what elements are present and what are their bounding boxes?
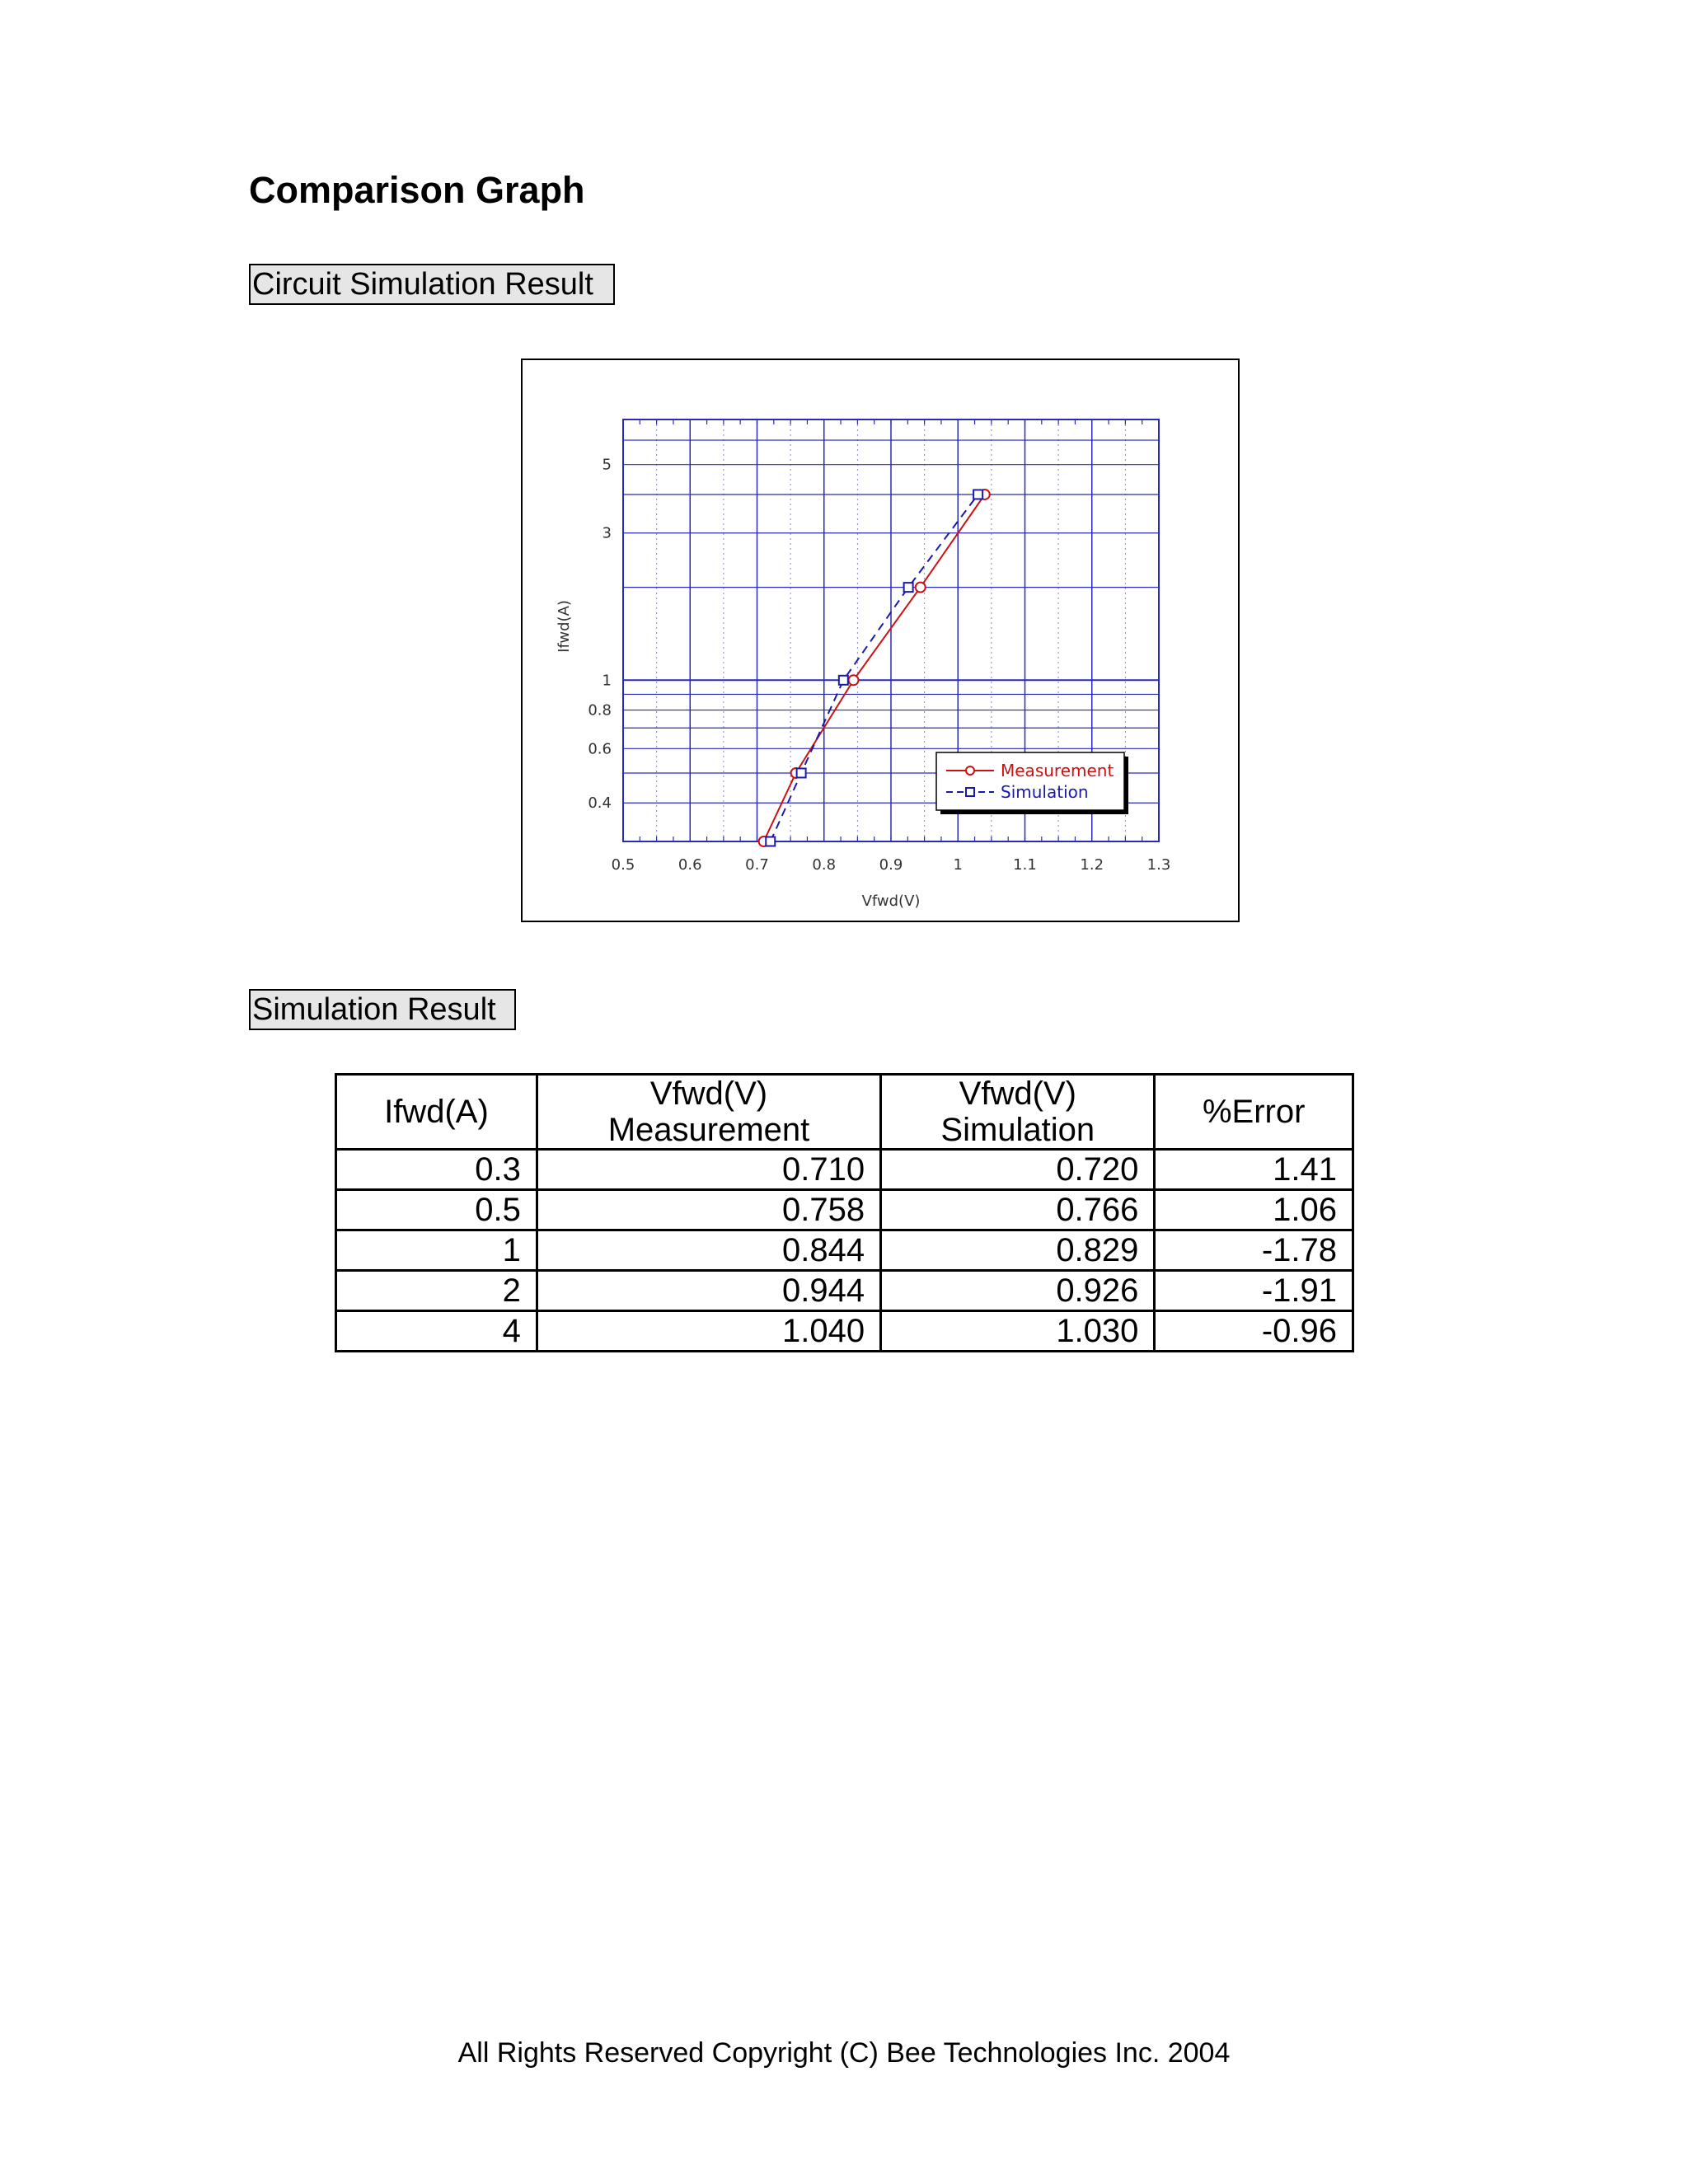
y-tick-label: 3 [602, 524, 612, 542]
simulation-result-table [335, 1073, 1354, 1352]
data-point-simulation [766, 837, 775, 846]
copyright-footer: All Rights Reserved Copyright (C) Bee Technologies Inc. 2004 [457, 2037, 1231, 2069]
cell-error: -0.96 [1155, 1311, 1353, 1352]
cell-measurement: 0.710 [537, 1150, 880, 1190]
header-error: %Error [1155, 1075, 1353, 1150]
data-point-simulation [839, 676, 848, 685]
cell-measurement: 1.040 [537, 1311, 880, 1352]
y-tick-label: 0.6 [588, 740, 612, 758]
cell-measurement: 0.844 [537, 1230, 880, 1271]
x-tick-label: 0.8 [812, 856, 837, 874]
y-axis-label: Ifwd(A) [556, 600, 573, 653]
data-point-simulation [797, 768, 806, 777]
x-tick-label: 1.3 [1146, 856, 1171, 874]
table-header-row [336, 1075, 1353, 1150]
header-vfwd-simulation: Vfwd(V) Simulation [881, 1075, 1155, 1150]
cell-ifwd: 1 [336, 1230, 537, 1271]
legend-label-simulation: Simulation [1001, 782, 1089, 802]
y-tick-label: 5 [602, 456, 612, 474]
table-row [336, 1230, 1353, 1271]
legend-marker-measurement [966, 766, 974, 775]
x-tick-label: 0.5 [611, 856, 635, 874]
y-tick-label: 0.8 [588, 701, 612, 719]
cell-simulation: 0.766 [881, 1190, 1155, 1230]
cell-simulation: 0.926 [881, 1271, 1155, 1311]
y-tick-label: 0.4 [588, 794, 612, 813]
y-tick-label: 1 [602, 672, 612, 690]
x-axis-label: Vfwd(V) [861, 893, 921, 910]
cell-ifwd: 2 [336, 1271, 537, 1311]
cell-measurement: 0.758 [537, 1190, 880, 1230]
cell-error: -1.91 [1155, 1271, 1353, 1311]
cell-error: -1.78 [1155, 1230, 1353, 1271]
table-row [336, 1190, 1353, 1230]
cell-ifwd: 0.3 [336, 1150, 537, 1190]
x-tick-label: 1 [953, 856, 963, 874]
cell-simulation: 0.829 [881, 1230, 1155, 1271]
header-ifwd: Ifwd(A) [336, 1075, 537, 1150]
data-point-simulation [973, 490, 982, 499]
cell-ifwd: 4 [336, 1311, 537, 1352]
x-tick-label: 1.1 [1013, 856, 1037, 874]
circuit-simulation-label: Circuit Simulation Result [249, 264, 615, 305]
page-title: Comparison Graph [249, 169, 585, 211]
table-row [336, 1150, 1353, 1190]
x-tick-label: 0.6 [678, 856, 702, 874]
x-tick-label: 1.2 [1080, 856, 1104, 874]
table-row [336, 1311, 1353, 1352]
data-point-measurement [916, 583, 926, 593]
cell-measurement: 0.944 [537, 1271, 880, 1311]
chart-svg [523, 360, 1238, 921]
simulation-result-label: Simulation Result [249, 989, 516, 1030]
table-row [336, 1271, 1353, 1311]
cell-simulation: 1.030 [881, 1311, 1155, 1352]
cell-error: 1.06 [1155, 1190, 1353, 1230]
cell-error: 1.41 [1155, 1150, 1353, 1190]
data-point-measurement [849, 675, 859, 685]
legend-label-measurement: Measurement [1001, 761, 1114, 780]
x-tick-label: 0.9 [879, 856, 903, 874]
comparison-chart [521, 359, 1240, 922]
cell-ifwd: 0.5 [336, 1190, 537, 1230]
cell-simulation: 0.720 [881, 1150, 1155, 1190]
data-point-simulation [904, 583, 913, 592]
header-vfwd-measurement: Vfwd(V) Measurement [537, 1075, 880, 1150]
x-tick-label: 0.7 [745, 856, 769, 874]
legend-marker-simulation [966, 788, 974, 796]
